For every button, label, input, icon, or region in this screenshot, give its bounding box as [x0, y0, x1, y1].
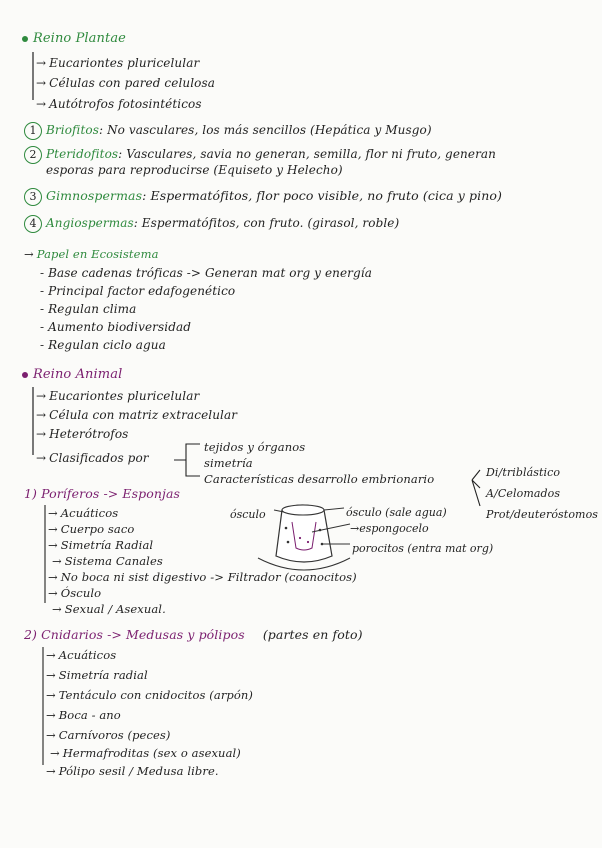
poriferos-item: → Cuerpo saco — [48, 522, 135, 536]
plantae-role: - Base cadenas tróficas -> Generan mat org y energía — [40, 266, 372, 280]
plantae-group-cont: esporas para reproducirse (Equiseto y Helecho) — [46, 163, 343, 177]
embryo-type: Di/triblástico — [486, 466, 561, 479]
diagram-label: →espongocelo — [350, 522, 429, 535]
plantae-role: - Regulan clima — [40, 302, 137, 316]
cnidarios-item: → Carnívoros (peces) — [46, 728, 171, 742]
plantae-role: - Aumento biodiversidad — [40, 320, 192, 334]
bullet-dot-icon — [22, 36, 28, 42]
animalia-title: Reino Animal — [22, 368, 122, 382]
poriferos-item: → Sistema Canales — [52, 554, 163, 568]
cnidarios-item: → Acuáticos — [46, 648, 117, 662]
diagram-label: porocitos (entra mat org) — [352, 542, 494, 555]
animalia-feature: → Eucariontes pluricelular — [36, 389, 200, 403]
plantae-title: Reino Plantae — [22, 32, 126, 46]
plantae-group: 3 Gimnospermas: Espermatófitos, flor poco visible, no fruto (cica y pino) — [24, 188, 502, 206]
poriferos-item: → Acuáticos — [48, 506, 119, 520]
sponge-diagram — [250, 498, 360, 578]
diagram-label: ósculo — [230, 508, 266, 521]
embryo-type: Prot/deuteróstomos — [486, 508, 599, 521]
animalia-feature: → Heterótrofos — [36, 427, 129, 441]
diagram-label: ósculo (sale agua) — [346, 506, 447, 519]
plantae-feature: → Células con pared celulosa — [36, 76, 215, 90]
plantae-group: 4 Angiospermas: Espermatófitos, con fruto. (girasol, roble) — [24, 215, 399, 233]
cnidarios-title: 2) Cnidarios -> Medusas y pólipos (partes en foto) — [24, 627, 363, 642]
bullet-dot-icon — [22, 372, 28, 378]
poriferos-item: → No boca ni sist digestivo -> Filtrador (coanocitos) — [48, 570, 357, 584]
plantae-group: 1 Briofitos: No vasculares, los más sencillos (Hepática y Musgo) — [24, 122, 432, 140]
animalia-criteria: simetría — [204, 456, 253, 470]
embryo-type: A/Celomados — [486, 487, 561, 500]
cnidarios-item: → Pólipo sesil / Medusa libre. — [46, 764, 219, 778]
plantae-feature: → Eucariontes pluricelular — [36, 56, 200, 70]
poriferos-title: 1) Poríferos -> Esponjas — [24, 486, 181, 501]
animalia-criteria: tejidos y órganos — [204, 440, 306, 454]
plantae-feature: → Autótrofos fotosintéticos — [36, 97, 202, 111]
cnidarios-item: → Tentáculo con cnidocitos (arpón) — [46, 688, 253, 702]
poriferos-item: → Simetría Radial — [48, 538, 154, 552]
plantae-role-title: → Papel en Ecosistema — [24, 247, 159, 261]
poriferos-item: → Sexual / Asexual. — [52, 602, 166, 616]
cnidarios-item: → Hermafroditas (sex o asexual) — [50, 746, 241, 760]
poriferos-item: → Ósculo — [48, 586, 102, 600]
animalia-criteria: Características desarrollo embrionario — [204, 472, 435, 486]
animalia-classified: → Clasificados por — [36, 451, 149, 465]
brace-icon — [172, 440, 202, 480]
cnidarios-item: → Boca - ano — [46, 708, 121, 722]
plantae-role: - Regulan ciclo agua — [40, 338, 166, 352]
plantae-role: - Principal factor edafogenético — [40, 284, 236, 298]
cnidarios-item: → Simetría radial — [46, 668, 148, 682]
animalia-feature: → Célula con matriz extracelular — [36, 408, 238, 422]
plantae-group: 2 Pteridofitos: Vasculares, savia no generan, semilla, flor ni fruto, generan — [24, 146, 496, 164]
